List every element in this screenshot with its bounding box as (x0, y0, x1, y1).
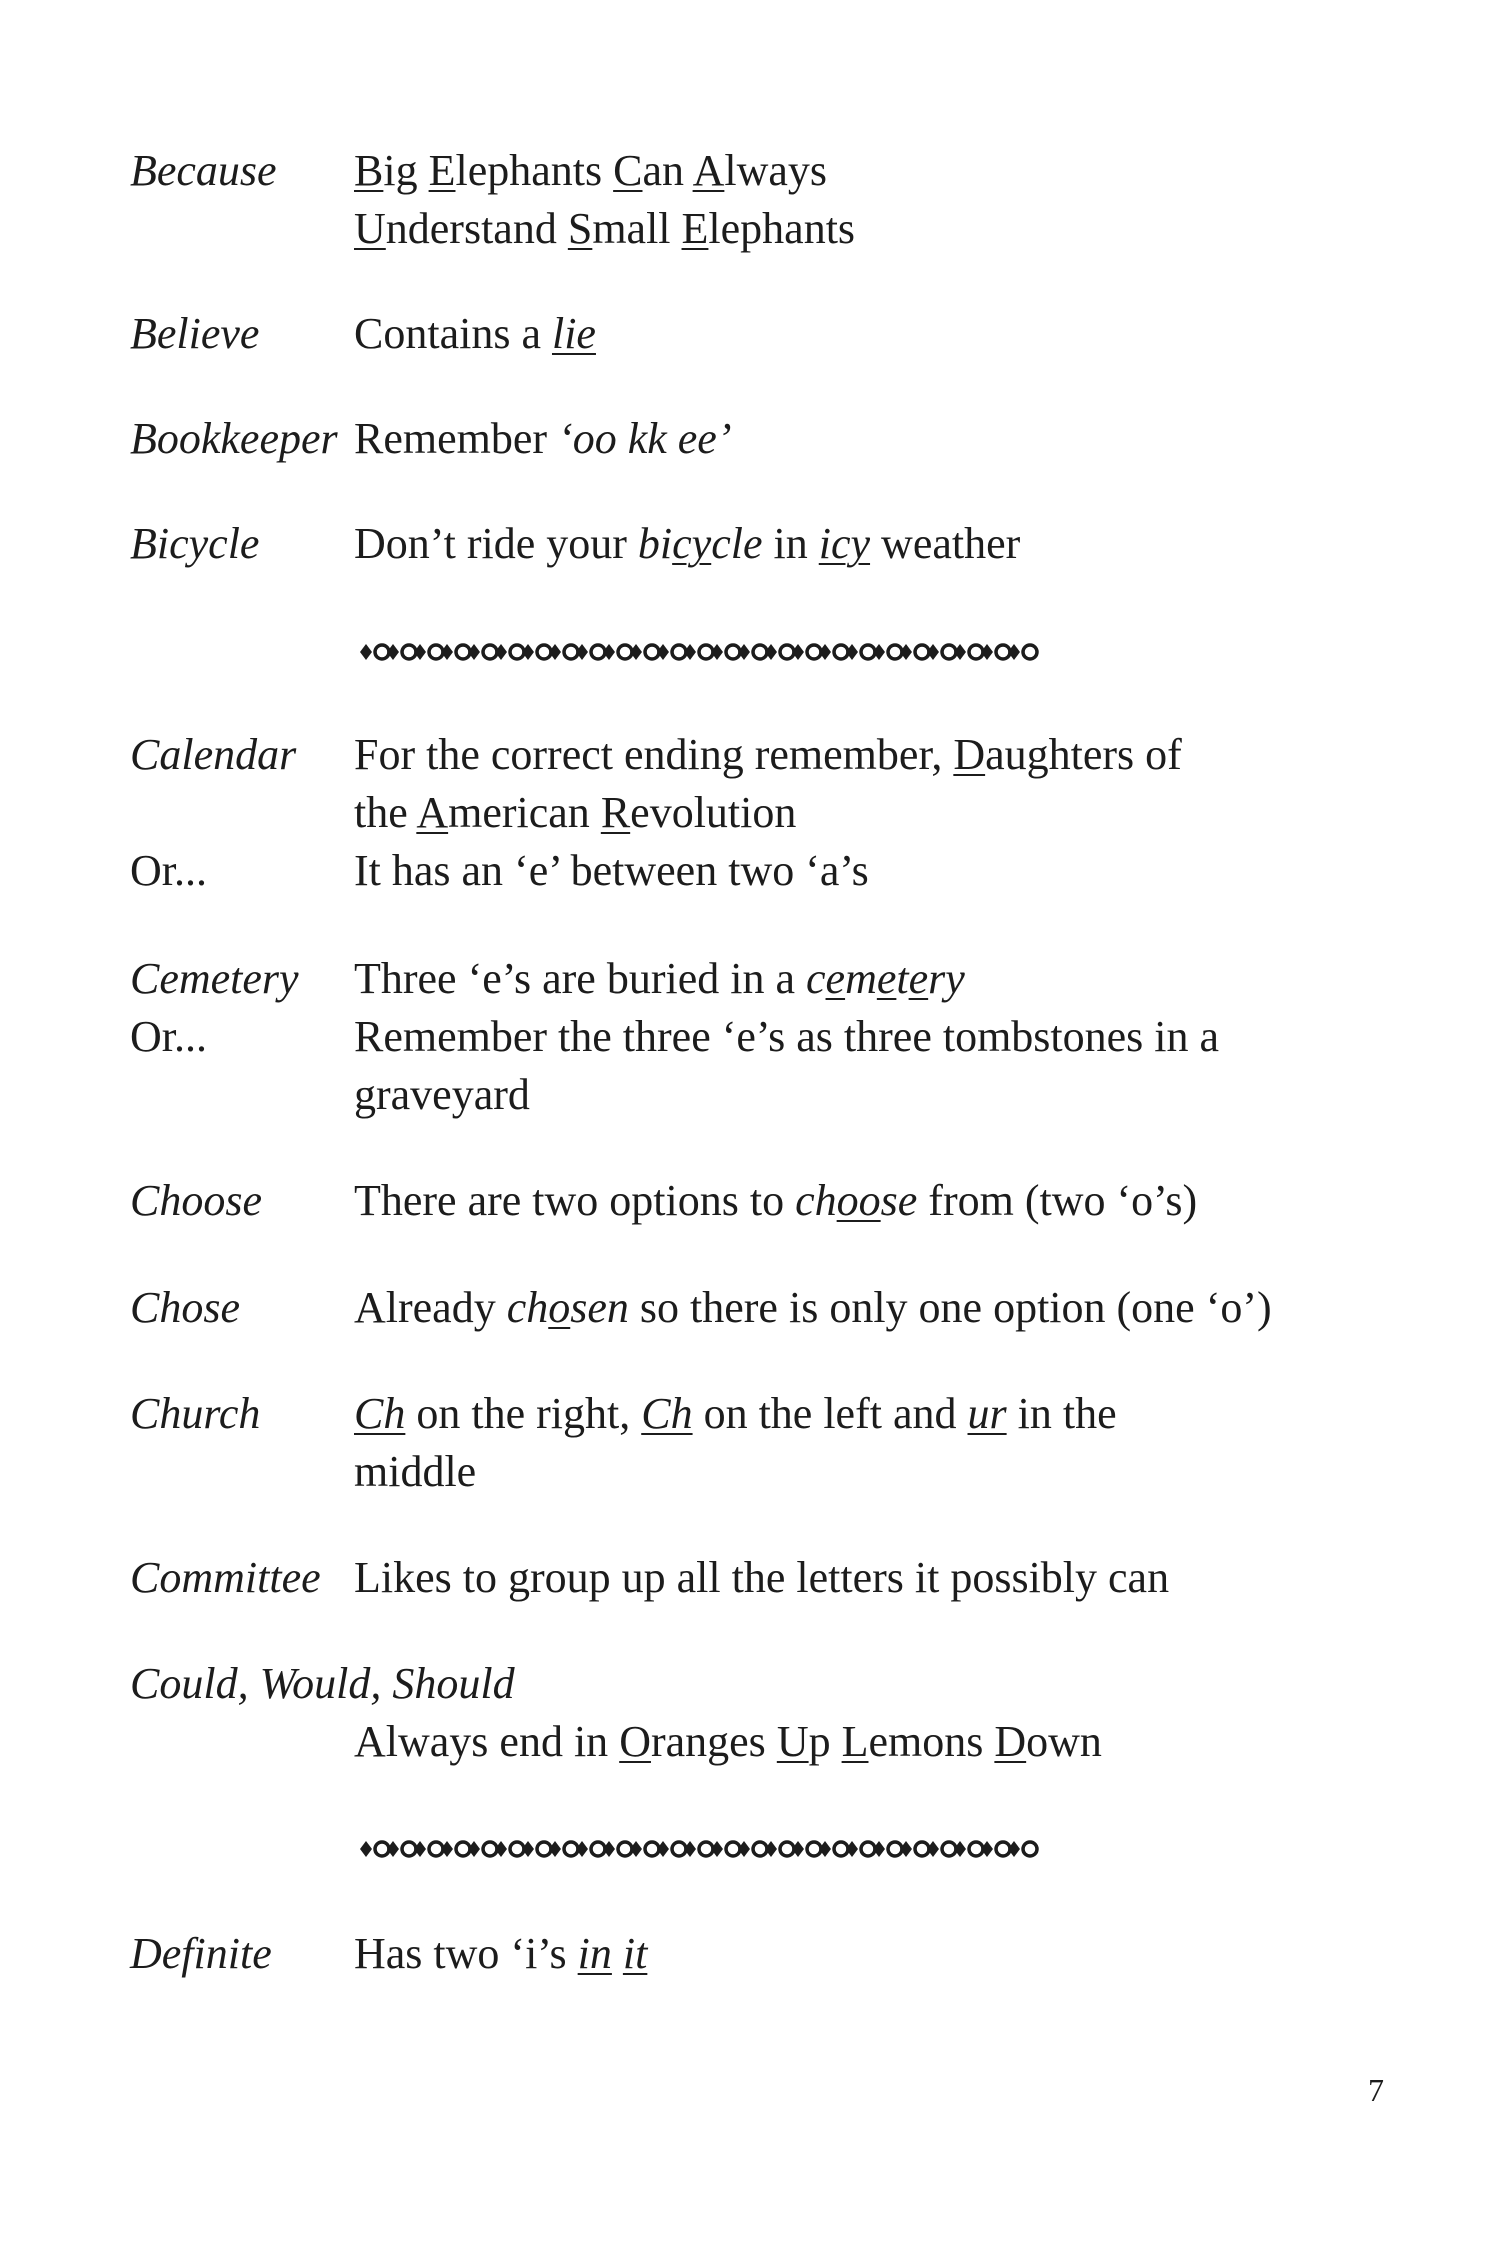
ornament-diamond (468, 644, 480, 660)
keyword-highlight: o (548, 1283, 571, 1332)
initial-letter: E (681, 204, 709, 253)
keyword-highlight: Ch (354, 1389, 406, 1438)
text: weather (870, 519, 1021, 568)
text: lephants (708, 204, 856, 253)
ornament-ring (672, 645, 686, 659)
definition-line (354, 1172, 1364, 1230)
definition-line (354, 305, 1364, 363)
text: aughters of (985, 730, 1182, 779)
ornament-ring (753, 1842, 767, 1856)
definition-line (354, 200, 1364, 258)
ornament-diamond (522, 1841, 534, 1857)
ornament-ring (753, 645, 767, 659)
ornament-diamond (792, 1841, 804, 1857)
definition-line (354, 410, 1364, 468)
ornament-ring (780, 645, 794, 659)
ornament-ring (456, 1842, 470, 1856)
keyword: se (880, 1176, 918, 1225)
ornament-diamond (981, 644, 993, 660)
keyword: ch (795, 1176, 837, 1225)
definition-line: graveyard (354, 1070, 530, 1119)
ornament-ring (618, 645, 632, 659)
ornament-diamond (603, 644, 615, 660)
text: Three ‘e’s are buried in a (354, 954, 806, 1003)
text: emons (868, 1717, 995, 1766)
text: Contains a (354, 309, 552, 358)
definition-line (354, 784, 1364, 842)
text: Already (354, 1283, 507, 1332)
text: own (1026, 1717, 1102, 1766)
ornament-diamond (630, 1841, 642, 1857)
definition-line: Likes to group up all the letters it possibly can (354, 1553, 1170, 1602)
ornament-diamond (549, 644, 561, 660)
ornament-ring (429, 645, 443, 659)
ornament-ring (591, 645, 605, 659)
text (612, 1929, 623, 1978)
term: Church (130, 1389, 261, 1438)
keyword-highlight: ur (967, 1389, 1007, 1438)
text: Don’t ride your (354, 519, 638, 568)
ornament-ring (807, 645, 821, 659)
ornament-ring (510, 1842, 524, 1856)
text: There are two options to (354, 1176, 796, 1225)
definition-line (354, 1925, 1364, 1983)
initial-letter: S (567, 204, 593, 253)
keyword-highlight: icy (818, 519, 871, 568)
ornament-ring (591, 1842, 605, 1856)
initial-letter: U (776, 1717, 809, 1766)
ornament-ring (375, 645, 389, 659)
ornament-diamond (927, 644, 939, 660)
definition (354, 515, 1364, 573)
ornament-ring (888, 645, 902, 659)
or-label: Or... (130, 846, 207, 895)
ornament-diamond (765, 1841, 777, 1857)
ornament-diamond (387, 644, 399, 660)
ornament-diamond (711, 1841, 723, 1857)
initial-letter: D (953, 730, 986, 779)
text: p (808, 1717, 842, 1766)
definition-line: middle (354, 1447, 477, 1496)
initial-letter: D (994, 1717, 1027, 1766)
term: Could, Would, Should (130, 1659, 515, 1708)
page-number: 7 (1368, 2072, 1384, 2108)
keyword: cle (711, 519, 763, 568)
ornament-diamond (873, 644, 885, 660)
text: on the right, (405, 1389, 642, 1438)
ornament-diamond (549, 1841, 561, 1857)
term: Chose (130, 1283, 240, 1332)
ornament-diamond (576, 644, 588, 660)
ornament-diamond (684, 644, 696, 660)
ornament-ring (618, 1842, 632, 1856)
definition-line: It has an ‘e’ between two ‘a’s (354, 846, 869, 895)
ornament-diamond (576, 1841, 588, 1857)
keyword-highlight: e (825, 954, 846, 1003)
keyword: bi (637, 519, 673, 568)
ornament-ring (645, 645, 659, 659)
text: so there is only one option (one ‘o’) (628, 1283, 1272, 1332)
ornament-pattern (360, 644, 1037, 660)
definition (354, 1713, 1364, 1771)
ornament-diamond (819, 1841, 831, 1857)
ornament-ring (1023, 645, 1037, 659)
keyword-highlight: in (577, 1929, 612, 1978)
ornament-ring (834, 645, 848, 659)
definition-line (354, 950, 1364, 1008)
ornament-diamond (981, 1841, 993, 1857)
ornament-diamond (792, 644, 804, 660)
term: Bookkeeper (130, 414, 338, 463)
ornament-diamond (495, 1841, 507, 1857)
ornament-diamond (711, 644, 723, 660)
ornament-diamond (927, 1841, 939, 1857)
ornament-diamond (765, 644, 777, 660)
ornament-pattern (360, 1841, 1037, 1857)
ornament-diamond (900, 1841, 912, 1857)
ornament-divider (354, 632, 1054, 672)
ornament-diamond (657, 1841, 669, 1857)
ornament-ring (510, 645, 524, 659)
ornament-ring (942, 1842, 956, 1856)
ornament-diamond (684, 1841, 696, 1857)
ornament-ring (483, 1842, 497, 1856)
text: on the left and (692, 1389, 968, 1438)
keyword-highlight: e (908, 954, 929, 1003)
keyword-highlight: Ch (641, 1389, 693, 1438)
term: Bicycle (130, 519, 260, 568)
initial-letter: U (354, 204, 386, 253)
ornament-diamond (900, 644, 912, 660)
text: in the (1006, 1389, 1117, 1438)
definition (354, 305, 1364, 363)
keyword: lie (551, 309, 596, 358)
ornament-ring (915, 1842, 929, 1856)
text: merican (448, 788, 601, 837)
ornament-diamond (630, 644, 642, 660)
keyword-highlight: cy (672, 519, 712, 568)
ornament-diamond (441, 644, 453, 660)
keyword-highlight: e (876, 954, 897, 1003)
definition-line (354, 142, 1364, 200)
ornament-diamond (846, 1841, 858, 1857)
ornament-diamond (657, 644, 669, 660)
ornament-ring (645, 1842, 659, 1856)
keyword-highlight: oo (836, 1176, 881, 1225)
text: Always end in (354, 1717, 620, 1766)
text: lways (724, 146, 828, 195)
ornament-diamond (522, 644, 534, 660)
ornament-diamond (468, 1841, 480, 1857)
ornament-ring (537, 1842, 551, 1856)
keyword: c (806, 954, 826, 1003)
text: nderstand (385, 204, 568, 253)
ornament-ring (969, 1842, 983, 1856)
ornament-ring (672, 1842, 686, 1856)
ornament-diamond (954, 1841, 966, 1857)
ornament-diamond (819, 644, 831, 660)
initial-letter: O (619, 1717, 651, 1766)
term: Believe (130, 309, 260, 358)
definition (354, 726, 1364, 900)
text: in (762, 519, 819, 568)
ornament-ring (483, 645, 497, 659)
initial-letter: R (600, 788, 631, 837)
ornament-ring (699, 1842, 713, 1856)
ornament-ring (861, 1842, 875, 1856)
definition-line (354, 1713, 1364, 1771)
ornament-ring (1023, 1842, 1037, 1856)
ornament-ring (834, 1842, 848, 1856)
ornament-ring (564, 645, 578, 659)
ornament-ring (537, 645, 551, 659)
initial-letter: L (841, 1717, 869, 1766)
ornament-ring (699, 645, 713, 659)
term: Choose (130, 1176, 262, 1225)
ornament-ring (564, 1842, 578, 1856)
text: ranges (650, 1717, 777, 1766)
initial-letter: A (692, 146, 725, 195)
text: For the correct ending remember, (354, 730, 954, 779)
definition (354, 1279, 1364, 1337)
ornament-diamond (1008, 1841, 1020, 1857)
ornament-diamond (738, 1841, 750, 1857)
definition-line (354, 726, 1364, 784)
ornament-ring (915, 645, 929, 659)
ornament-diamond (846, 644, 858, 660)
ornament-ring (807, 1842, 821, 1856)
definition (354, 1549, 1364, 1607)
text: lephants (455, 146, 614, 195)
ornament-ring (726, 645, 740, 659)
ornament-ring (402, 1842, 416, 1856)
definition (354, 142, 1364, 258)
ornament-ring (942, 645, 956, 659)
text: ig (383, 146, 429, 195)
ornament-ring (996, 645, 1010, 659)
ornament-ring (402, 645, 416, 659)
definition (354, 410, 1364, 468)
definition (354, 950, 1364, 1124)
text: mall (592, 204, 682, 253)
ornament-ring (780, 1842, 794, 1856)
keyword-highlight: it (622, 1929, 648, 1978)
ornament-diamond (360, 644, 372, 660)
ornament-ring (888, 1842, 902, 1856)
definition (354, 1385, 1364, 1501)
text: an (642, 146, 693, 195)
initial-letter: C (613, 146, 643, 195)
term: Cemetery (130, 954, 299, 1003)
ornament-diamond (954, 644, 966, 660)
keyword: sen (570, 1283, 629, 1332)
ornament-diamond (495, 644, 507, 660)
ornament-diamond (441, 1841, 453, 1857)
text: from (two ‘o’s) (917, 1176, 1198, 1225)
definition (354, 1925, 1364, 1983)
ornament-diamond (414, 644, 426, 660)
ornament-diamond (1008, 644, 1020, 660)
definition-line (354, 515, 1364, 573)
ornament-ring (969, 645, 983, 659)
ornament-ring (429, 1842, 443, 1856)
definition-line (354, 1385, 1364, 1443)
term: Committee (130, 1553, 321, 1602)
ornament-diamond (738, 644, 750, 660)
text: evolution (630, 788, 797, 837)
ornament-diamond (603, 1841, 615, 1857)
term: Calendar (130, 730, 297, 779)
keyword: ‘oo kk ee’ (558, 414, 732, 463)
term: Definite (130, 1929, 272, 1978)
ornament-ring (996, 1842, 1010, 1856)
text: Has two ‘i’s (354, 1929, 578, 1978)
ornament-divider (354, 1829, 1054, 1869)
ornament-ring (726, 1842, 740, 1856)
keyword: m (845, 954, 877, 1003)
text: the (354, 788, 417, 837)
initial-letter: A (416, 788, 449, 837)
term: Because (130, 146, 277, 195)
ornament-ring (456, 645, 470, 659)
definition-line: Remember the three ‘e’s as three tombstones in a (354, 1012, 1220, 1061)
keyword: t (896, 954, 909, 1003)
ornament-diamond (360, 1841, 372, 1857)
keyword: ch (506, 1283, 549, 1332)
text: Remember (354, 414, 559, 463)
ornament-diamond (873, 1841, 885, 1857)
initial-letter: B (354, 146, 384, 195)
keyword: ry (928, 954, 965, 1003)
ornament-diamond (387, 1841, 399, 1857)
ornament-diamond (414, 1841, 426, 1857)
or-label: Or... (130, 1012, 207, 1061)
ornament-ring (861, 645, 875, 659)
initial-letter: E (428, 146, 456, 195)
ornament-ring (375, 1842, 389, 1856)
definition-line (354, 1279, 1364, 1337)
definition (354, 1172, 1364, 1230)
